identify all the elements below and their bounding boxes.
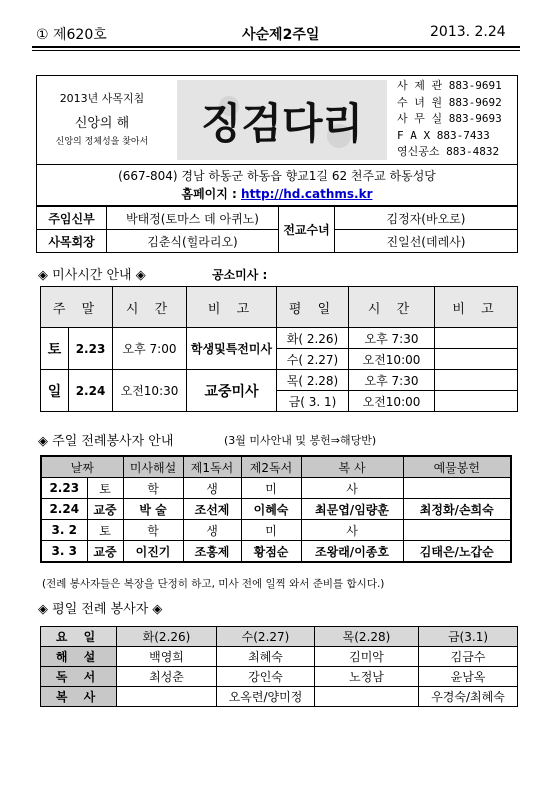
mission-mass-label: 공소미사 : [212, 268, 268, 282]
church-address: (667-804) 경남 하동군 하동읍 향교1길 62 천주교 하동성당 [118, 169, 436, 183]
weekday-section-title: ◈ 평일 전례 봉사자 ◈ [38, 602, 163, 617]
role-cell: 노정남 [315, 667, 419, 687]
role-cell: 윤남옥 [419, 667, 518, 687]
weekday-col: 수(2.27) [217, 627, 315, 647]
vol-cell: 박 술 [123, 499, 183, 520]
weekday-note [435, 370, 518, 391]
pastor-label: 주임신부 [37, 207, 107, 230]
role-cell: 오옥련/양미정 [217, 687, 315, 707]
vol-cell: 김태은/노갑순 [403, 541, 511, 563]
vol-date: 2.24 [41, 499, 87, 520]
vol-cell: 조홍제 [183, 541, 241, 563]
header-note: 비 고 [187, 287, 277, 328]
contact-list [397, 78, 517, 161]
role-cell: 김금수 [419, 647, 518, 667]
vol-cell: 사 [301, 478, 403, 499]
weekday-time: 오전10:00 [349, 349, 435, 370]
vol-cell: 생 [183, 520, 241, 541]
vol-cell [403, 478, 511, 499]
table-row [41, 541, 511, 563]
role-cell: 김미악 [315, 647, 419, 667]
sat-note: 학생및특전미사 [187, 328, 277, 370]
contact-office: 사 무 실 883-9693 [397, 112, 502, 125]
vol-cell: 이혜숙 [241, 499, 301, 520]
top-rule-thin [32, 50, 520, 51]
vol-cell [403, 520, 511, 541]
role-cell: 최혜숙 [217, 647, 315, 667]
guideline-subtitle: 신앙의 정체성을 찾아서 [55, 137, 149, 147]
homepage-line [37, 185, 517, 202]
weekday-col: 금(3.1) [419, 627, 518, 647]
vol-day: 교중 [87, 499, 123, 520]
volunteer-note: (전례 봉사자들은 복장을 단정히 하고, 미사 전에 일찍 와서 준비를 합시다.) [42, 578, 385, 590]
vol-day: 토 [87, 478, 123, 499]
role-cell: 강인숙 [217, 667, 315, 687]
weekday-time: 오후 7:30 [349, 370, 435, 391]
weekday-note [435, 349, 518, 370]
guideline-year: 2013년 사목지침 [59, 92, 145, 105]
sat-date: 2.23 [69, 328, 113, 370]
weekday-volunteer-table [40, 626, 518, 707]
bulletin-logo [169, 76, 395, 164]
role-label: 복 사 [41, 687, 117, 707]
contact-convent: 수 녀 원 883-9692 [397, 95, 502, 109]
issue-line [32, 20, 522, 44]
vol-date: 3. 3 [41, 541, 87, 563]
address-box [36, 163, 518, 206]
vol-header-date: 날짜 [41, 456, 123, 478]
bulletin-header [36, 75, 518, 165]
sun-day: 일 [41, 370, 69, 412]
vol-cell: 이진기 [123, 541, 183, 563]
staff-table [36, 206, 518, 253]
vol-cell: 황점순 [241, 541, 301, 563]
sun-date: 2.24 [69, 370, 113, 412]
council-name: 김춘식(힐라리오) [107, 230, 279, 253]
weekday-col: 목(2.28) [315, 627, 419, 647]
volunteer-section-subtitle: (3월 미사안내 및 봉헌⇒해당반) [224, 434, 377, 447]
vol-day: 토 [87, 520, 123, 541]
weekday-note [435, 391, 518, 412]
sun-time: 오전10:30 [113, 370, 187, 412]
vol-day: 교중 [87, 541, 123, 563]
table-row [41, 520, 511, 541]
weekday-day: 금( 3. 1) [277, 391, 349, 412]
weekday-label: 요 일 [41, 627, 117, 647]
role-label: 독 서 [41, 667, 117, 687]
table-row [41, 499, 511, 520]
weekday-day: 수( 2.27) [277, 349, 349, 370]
vol-cell: 학 [123, 520, 183, 541]
role-cell [315, 687, 419, 707]
sunday-volunteer-table [40, 455, 512, 563]
sister-label: 전교수녀 [279, 207, 335, 253]
weekday-day: 화( 2.26) [277, 328, 349, 349]
vol-cell: 최문엽/임량훈 [301, 499, 403, 520]
issue-date: 2013. 2.24 [430, 24, 506, 40]
vol-header-commentator: 미사해설 [123, 456, 183, 478]
sunday-title: 사순제2주일 [242, 27, 320, 43]
header-weekday: 평 일 [277, 287, 349, 328]
top-rule [32, 46, 520, 48]
logo-text: 징검다리 [200, 99, 364, 148]
homepage-label: 홈페이지 : [181, 187, 237, 201]
vol-header-offering: 예물봉헌 [403, 456, 511, 478]
vol-date: 3. 2 [41, 520, 87, 541]
vol-cell: 최정화/손희숙 [403, 499, 511, 520]
vol-cell: 조선제 [183, 499, 241, 520]
sister-name-2: 진일선(데레사) [335, 230, 518, 253]
role-label: 해 설 [41, 647, 117, 667]
header-weekend: 주 말 [41, 287, 113, 328]
table-row [41, 647, 518, 667]
weekday-note [435, 328, 518, 349]
mass-section-title: ◈ 미사시간 안내 ◈ [38, 268, 146, 283]
table-row [41, 667, 518, 687]
role-cell [117, 687, 217, 707]
vol-cell: 미 [241, 478, 301, 499]
pastor-name: 박태정(토마스 데 아퀴노) [107, 207, 279, 230]
issue-number: ① 제620호 [36, 27, 107, 43]
table-row [41, 687, 518, 707]
weekday-time: 오후 7:30 [349, 328, 435, 349]
vol-header-server: 복 사 [301, 456, 403, 478]
weekday-time: 오전10:00 [349, 391, 435, 412]
table-row [41, 478, 511, 499]
vol-cell: 사 [301, 520, 403, 541]
guideline-theme: 신앙의 해 [74, 116, 130, 131]
role-cell: 백영희 [117, 647, 217, 667]
weekday-day: 목( 2.28) [277, 370, 349, 391]
volunteer-section-title: ◈ 주일 전례봉사자 안내 [38, 434, 174, 449]
sister-name-1: 김정자(바오로) [335, 207, 518, 230]
homepage-link[interactable]: http://hd.cathms.kr [241, 187, 373, 201]
sun-note: 교중미사 [187, 370, 277, 412]
role-cell: 최성춘 [117, 667, 217, 687]
vol-header-reading1: 제1독서 [183, 456, 241, 478]
header-time: 시 간 [113, 287, 187, 328]
sat-day: 토 [41, 328, 69, 370]
role-cell: 우경숙/최혜숙 [419, 687, 518, 707]
weekday-col: 화(2.26) [117, 627, 217, 647]
vol-header-reading2: 제2독서 [241, 456, 301, 478]
mass-schedule-table [40, 286, 518, 412]
vol-cell: 생 [183, 478, 241, 499]
vol-cell: 미 [241, 520, 301, 541]
contact-mission: 영신공소 883-4832 [397, 145, 500, 158]
sat-time: 오후 7:00 [113, 328, 187, 370]
contact-fax: F A X 883-7433 [397, 128, 490, 142]
vol-date: 2.23 [41, 478, 87, 499]
council-label: 사목회장 [37, 230, 107, 253]
header-weekday-note: 비 고 [435, 287, 518, 328]
vol-cell: 학 [123, 478, 183, 499]
header-weekday-time: 시 간 [349, 287, 435, 328]
contact-rectory: 사 제 관 883-9691 [397, 79, 502, 92]
pastoral-guideline [37, 76, 167, 164]
vol-cell: 조왕래/이종호 [301, 541, 403, 563]
